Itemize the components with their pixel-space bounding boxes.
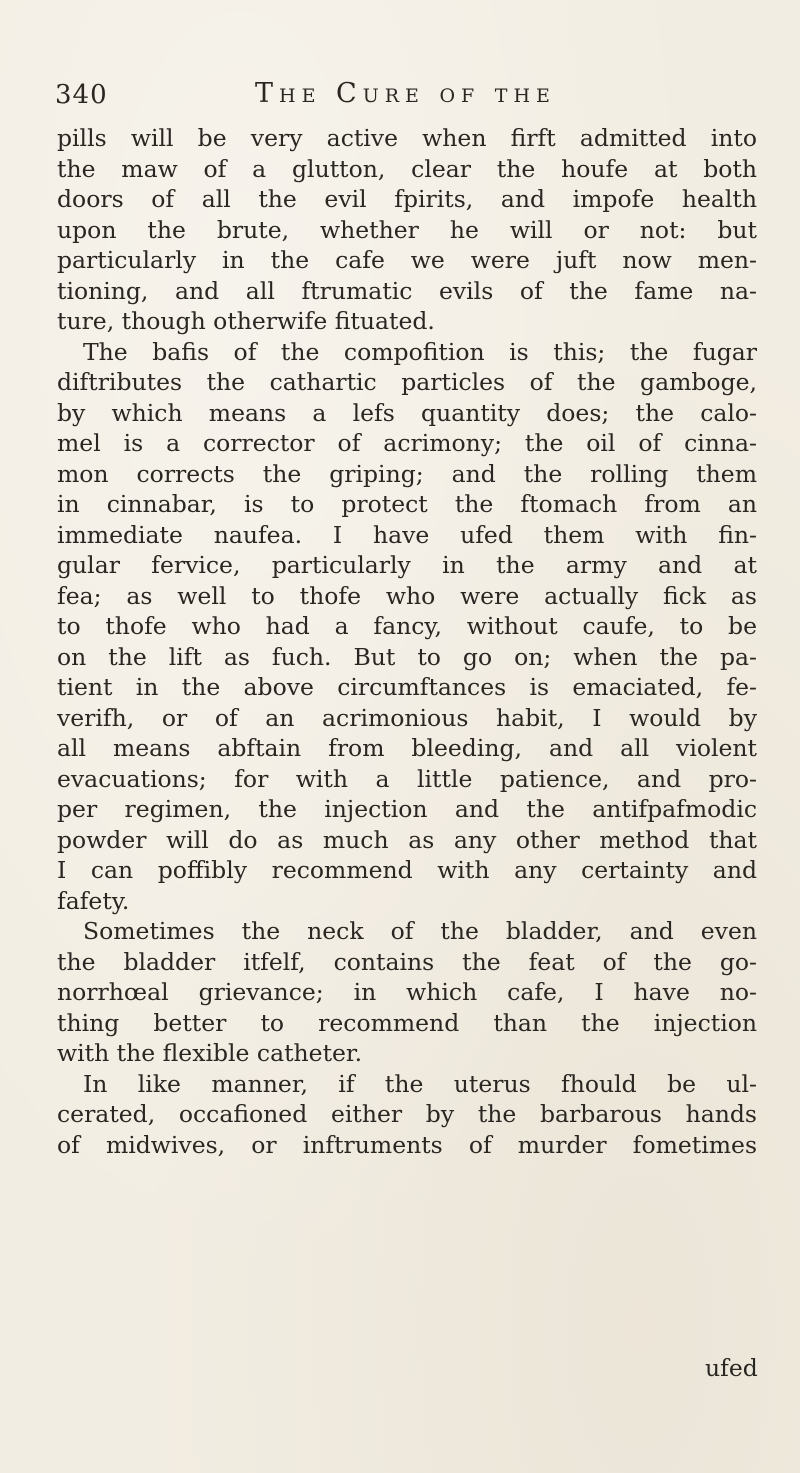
text-line: fea; as well to thofe who were actually fick as <box>57 581 757 610</box>
text-line: tioning, and all ftrumatic evils of the fame na- <box>57 276 757 305</box>
text-line: evacuations; for with a little patience, and pro- <box>57 764 757 793</box>
text-line: cerated, occafioned either by the barbarous hands <box>57 1100 757 1128</box>
text-line: all means abftain from bleeding, and all violent <box>57 734 757 762</box>
text-line: diftributes the cathartic particles of the gamboge, <box>57 368 757 396</box>
text-line: the bladder itfelf, contains the feat of the go- <box>57 947 757 976</box>
paragraph-start-line: Sometimes the neck of the bladder, and even <box>83 917 757 945</box>
page-number: 340 <box>55 80 108 110</box>
page-header <box>55 80 755 120</box>
text-line: by which means a lefs quantity does; the calo- <box>57 398 757 427</box>
text-line: powder will do as much as any other method that <box>57 825 757 854</box>
text-line: thing better to recommend than the injection <box>57 1008 757 1037</box>
text-line: in cinnabar, is to protect the ftomach from an <box>57 490 757 518</box>
text-line: per regimen, the injection and the antifpafmodic <box>57 795 757 823</box>
text-line: tient in the above circumftances is emaciated, fe- <box>57 673 757 701</box>
text-line: norrhœal grievance; in which cafe, I have no- <box>57 978 757 1006</box>
text-line: fafety. <box>57 886 130 915</box>
text-line: doors of all the evil fpirits, and impofe health <box>57 185 757 213</box>
text-line: gular fervice, particularly in the army and at <box>57 551 757 579</box>
text-line: the maw of a glutton, clear the houfe at both <box>57 154 757 183</box>
text-line: pills will be very active when firft admitted into <box>57 124 757 152</box>
text-line: upon the brute, whether he will or not: but <box>57 215 757 244</box>
body-text <box>57 123 757 1160</box>
text-line: ture, though otherwife fituated. <box>57 307 435 335</box>
text-line: verifh, or of an acrimonious habit, I would by <box>57 703 757 732</box>
text-line: on the lift as fuch. But to go on; when the pa- <box>57 642 757 671</box>
paragraph-start-line: In like manner, if the uterus fhould be ul- <box>83 1069 757 1098</box>
text-line: with the flexible catheter. <box>57 1039 363 1067</box>
catchword: ufed <box>705 1354 758 1382</box>
text-line: I can poffibly recommend with any certainty and <box>57 856 757 884</box>
paragraph-start-line: The bafis of the compofition is this; the fugar <box>83 337 757 366</box>
text-line: to thofe who had a fancy, without caufe, to be <box>57 612 757 640</box>
text-line: immediate naufea. I have ufed them with fin- <box>57 520 757 549</box>
running-head: The Cure of the <box>255 78 556 109</box>
text-line: particularly in the cafe we were juft now men- <box>57 246 757 274</box>
text-line: of midwives, or inftruments of murder fometimes <box>57 1130 757 1159</box>
text-line: mel is a corrector of acrimony; the oil of cinna- <box>57 429 757 457</box>
text-line: mon corrects the griping; and the rolling them <box>57 459 757 488</box>
